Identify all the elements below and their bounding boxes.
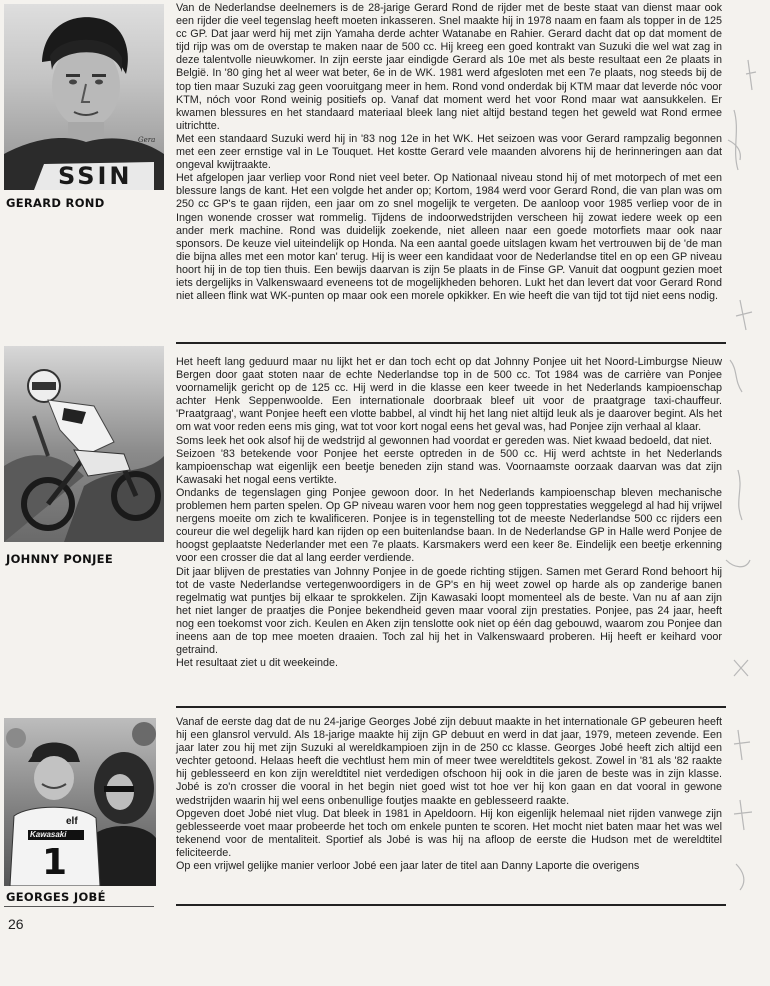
- rider-caption-gerard-rond: GERARD ROND: [6, 196, 105, 210]
- article-georges-jobe: [176, 716, 722, 873]
- rider-caption-georges-jobe: GEORGES JOBÉ: [6, 890, 106, 904]
- article-gerard-rond: [176, 2, 722, 303]
- paragraph: Het afgelopen jaar verliep voor Rond niet veel beter. Op Nationaal niveau stond hij of met motorpech of met een blessure langs de kant. Het een volgde het ander op; Kortom, 1984 werd voor Gerard Rond, die van plan was om 250 cc GP's te gaan rijden, een jaar om zo snel mogelijk te vergeten. De aanloop voor 1985 verliep voor de in Ingen wonende crosser wat rommelig. Tijdens de indoorwedstrijden verscheen hij zowat iedere week op een ander merk machine. Rond was duidelijk zoekende, niet alleen naar een goede motorfiets maar ook naar sponsors. De keuze viel uiteindelijk op Honda. Na een aantal goede uitslagen kwam het vertrouwen bij de 'de man die bijna alles met een motor kan' terug. Hij is weer een kandidaat voor de Nederlandse titel en op een GP niveau hoort hij in de top tien thuis. Een bewijs daarvan is zijn 5e plaats in de Finse GP. Vanuit dat oogpunt gezien moet iets dergelijks in Valkenswaard eveneens tot de mogelijkheden behoren. Lukt het dan levert dat voor Gerard Rond niet alleen flink wat WK-punten op maar ook een morele opkikker. En wie heeft die van tijd tot tijd niet eens nodig.: [176, 172, 722, 303]
- motocross-illustration: [4, 346, 164, 542]
- section-divider: [176, 342, 726, 344]
- paragraph: Soms leek het ook alsof hij de wedstrijd al gewonnen had voordat er gereden was. Niet kwaad bedoeld, dat niet.: [176, 434, 712, 447]
- podium-illustration: [4, 718, 156, 886]
- paragraph: Vanaf de eerste dag dat de nu 24-jarige Georges Jobé zijn debuut maakte in het internationale GP gebeuren heeft hij een glansrol vervuld. Als 18-jarige maakte hij zijn GP debuut en werd in dat jaar, 1979, meteen zevende. Een jaar later zou hij met zijn Suzuki al wereldkampioen zijn in de 250 cc klasse. Georges Jobé heeft zich altijd een vechter getoond. Helaas heeft die vechtlust hem min of meer twee wereldtitels gekost. Zowel in '81 als '82 raakte hij geblesseerd en kon zijn wereldtitel niet verdedigen ofschoon hij ook in die jaren de beste was in zijn klasse. Jobé is zo'n crosser die vooral in het begin niet goed wist tot hoe ver hij kon gaan en dat vooral in gewone wedstrijden waarin hij wel eens onbenullige foutjes maakte en geblesseerd raakte.: [176, 716, 722, 807]
- rider-photo-johnny-ponjee: [4, 346, 164, 542]
- paragraph: Het heeft lang geduurd maar nu lijkt het er dan toch echt op dat Johnny Ponjee uit het Noord-Limburgse Nieuw Bergen door gaat stoten naar de echte Nederlandse top in de 500 cc. Tot 1984 was de carrière van Ponjee voornamelijk gericht op de 125 cc. Hij werd in die klasse een keer tweede in het Nederlands kampioenschap achter Henk Seppenwoolde. Een internationale doorbraak bleef uit voor de praatgrage taxi-chauffeur. 'Praatgraag', want Ponjee heeft een vlotte babbel, al vindt hij het lang niet altijd leuk als je daarover begint. Als het om wat voor reden eens mis ging, wat tot voor kort nogal eens het geval was, had Ponjee zijn verhaal al klaar.: [176, 356, 722, 434]
- paragraph: Met een standaard Suzuki werd hij in '83 nog 12e in het WK. Het seizoen was voor Gerard rampzalig begonnen met een zeer ernstige val in Le Touquet. Het kostte Gerard vele maanden alvorens hij de herinneringen aan dat ongeval kwijtraakte.: [176, 132, 722, 172]
- page-bottom-rule: [4, 906, 154, 907]
- paragraph: Van de Nederlandse deelnemers is de 28-jarige Gerard Rond de rijder met de beste staat van dienst maar ook een rijder die veel tegenslag heeft moeten inkasseren. Snel maakte hij in 1978 naam en faam als topper in de 125 cc GP. Dat jaar werd hij met zijn Yamaha derde achter Watanabe en Rahier. Gerard dacht dat op dat moment de tijd rijp was om de overstap te maken naar de 500 cc. Hij kreeg een goed kontrakt van Suzuki die wel wat zag in deze talentvolle nieuwkomer. In zijn eerste jaar eindigde Gerard als 10e met als beste resultaat een 2e plaats in België. In '80 ging het al weer wat beter, 6e in de WK. 1981 werd afgesloten met een 7e plaats, nog steeds bij de top tien maar Suzuki zag geen vooruitgang meer in hem. Rond vond onderdak bij KTM maar dat leverde nóc voor KTM, nóch voor Rond weinig positiefs op. Vanaf dat moment werd het voor Rond maar wat aansukkelen. Er kwamen blessures en het standaard materiaal bleek lang niet altijd bestand tegen het geweld wat Rond ermee uitrichtte.: [176, 2, 722, 132]
- paragraph: Opgeven doet Jobé niet vlug. Dat bleek in 1981 in Apeldoorn. Hij kon eigenlijk helemaal niet rijden vanwege zijn geblesseerde voet maar probeerde het toch om enkele punten te scoren. Het mocht niet baten maar het was wel tekenend voor de mentaliteit. Sportief als Jobé is was hij na afloop de eerste die Hudson met de wereldtitel feliciteerde.: [176, 807, 722, 859]
- paragraph: Het resultaat ziet u dit weekeinde.: [176, 657, 339, 670]
- paragraph: Dit jaar blijven de prestaties van Johnny Ponjee in de goede richting stijgen. Samen met Gerard Rond behoort hij tot de vaste Nederlandse vertegenwoordigers in de GP's en hij weet zowel op harde als op zanderige banen regelmatig wat puntjes bij elkaar te sprokkelen. Zijn Kawasaki loopt momenteel als de beste. Van nu af aan zijn het niet langer de praatjes die Ponjee bekendheid geven maar vooral zijn prestaties. Ponjee, pas 24 jaar, heeft nog een toekomst voor zich. Keulen en Aken zijn tenslotte ook niet op één dag gebouwd, waarom zou Ponjee dan ineens aan de top mee moeten draaien. Toch zal hij het in Valkenswaard proberen. Hij heeft er keihard voor getraind.: [176, 565, 722, 657]
- paragraph: Ondanks de tegenslagen ging Ponjee gewoon door. In het Nederlands kampioenschap bleven mechanische problemen hem parten spelen. Op GP niveau waren voor hem nog geen topprestaties weggelegd al had hij vrijwel nergens moeite om zich te kwalificeren. Ponjee is in tegenstelling tot de meeste Nederlandse 500 cc rijders een coureur die wel degelijk hard kan rijden op een buitenlandse baan. In de Nederlandse GP in Halle werd Ponjee de hoogst geplaatste Nederlander met een 7e plaats. Karsmakers werd een keer 8e. Eindelijk een beetje erkenning voor een crosser die dat al lang eerder verdiende.: [176, 486, 722, 565]
- rider-photo-gerard-rond: [4, 4, 164, 190]
- page-number: 26: [8, 916, 24, 932]
- jersey-brand: Kawasaki: [30, 830, 67, 839]
- photo-signature: Gera: [138, 136, 156, 144]
- jersey-text: SSIN: [58, 162, 133, 190]
- section-divider: [176, 706, 726, 708]
- paragraph: Seizoen '83 betekende voor Ponjee het eerste optreden in de 500 cc. Hij werd achtste in het Nederlands kampioenschap wat eigenlijk een beetje beneden zijn stand was. Voornaamste oorzaak daarvan was dat zijn Kawasaki het nogal eens vertikte.: [176, 447, 722, 486]
- rider-caption-johnny-ponjee: JOHNNY PONJEE: [6, 552, 113, 566]
- paragraph: Op een vrijwel gelijke manier verloor Jobé een jaar later de titel aan Danny Laporte die overigens: [176, 860, 640, 873]
- section-divider: [176, 904, 726, 906]
- rider-photo-georges-jobe: [4, 718, 156, 886]
- margin-pencil-marks: [720, 0, 770, 986]
- jersey-sponsor: elf: [66, 816, 78, 827]
- article-johnny-ponjee: [176, 356, 722, 670]
- jersey-number: 1: [42, 842, 68, 883]
